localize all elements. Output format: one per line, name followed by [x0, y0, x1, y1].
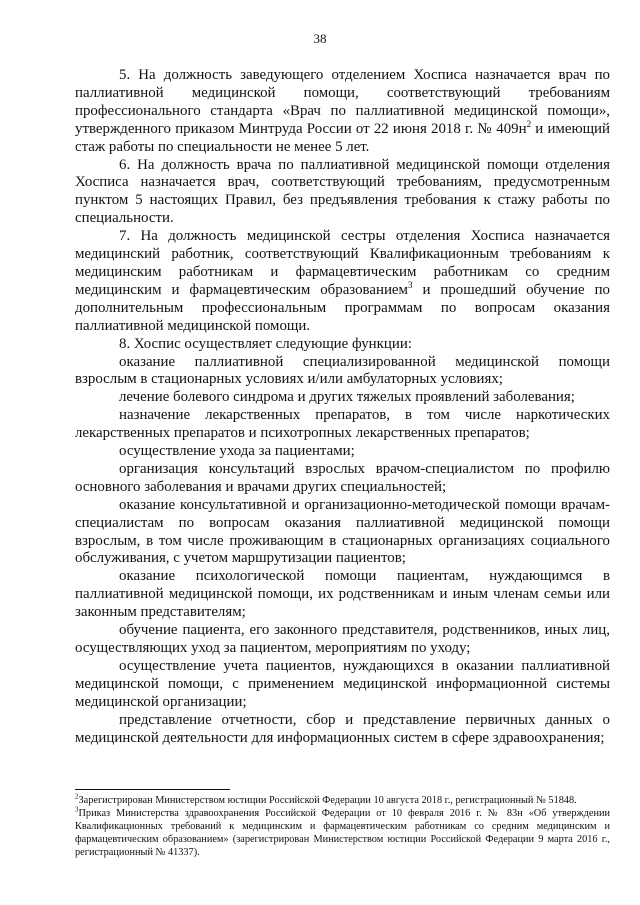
paragraph-item-5: 5. На должность заведующего отделением Хосписа назначается врач по паллиативной медицинской помощи, соответствующий требованиям профессионального стандарта «Врач по паллиативной медицинской помощи», утвержденного приказом Минтруда России от 22 июня 2018 г. № $409н^2$ и имеющий стаж работы по специальности не менее 5 лет. [75, 67, 610, 155]
function-item: оказание паллиативной специализированной медицинской помощи взрослым в стационарных условиях и/или амбулаторных условиях; [75, 353, 610, 388]
function-item: назначение лекарственных препаратов, в том числе наркотических лекарственных препаратов и психотропных лекарственных препаратов; [75, 407, 610, 442]
document-body [75, 67, 610, 747]
function-item: оказание психологической помощи пациентам, нуждающимся в паллиативной медицинской помощи, их родственникам и иным членам семьи или законным представителям; [75, 568, 610, 621]
footnote-ref-3: 3 [407, 279, 413, 290]
paragraph-item-8: 8. Хоспис осуществляет следующие функции: [119, 335, 412, 352]
function-item: представление отчетности, сбор и представление первичных данных о медицинской деятельности для информационных систем в сфере здравоохранения; [75, 711, 610, 746]
paragraph-item-6: 6. На должность врача по паллиативной медицинской помощи отделения Хосписа назначается врач, соответствующий требованиям, предусмотренным пунктом 5 настоящих Правил, без предъявления требования к стажу работы по специальности. [75, 156, 610, 227]
footnote-3: $^3$Приказ Министерства здравоохранения Российской Федерации от 10 февраля 2016 г. № 83н «Об утверждении Квалификационных требований к медицинским и фармацевтическим работникам со средним медицинским и фармацевтическим образованием» (зарегистрирован Министерством юстиции Российской Федерации 9 марта 2016 г., регистрационный № 41337). [75, 805, 610, 859]
function-item: оказание консультативной и организационно-методической помощи врачам-специалистам по вопросам оказания паллиативной медицинской помощи взрослым, в том числе проживающим в стационарных организациях социального обслуживания, с учетом маршрутизации пациентов; [75, 496, 610, 567]
function-item: обучение пациента, его законного представителя, родственников, иных лиц, осуществляющих уход за пациентом, мероприятиям по уходу; [75, 622, 610, 656]
paragraph-item-7: 7. На должность медицинской сестры отделения Хосписа назначается медицинский работник, соответствующий Квалификационным требованиям к медицинским работникам и фармацевтическим работникам со средним медицинским и фармацевтическим образованием$^3$ и прошедший обучение по дополнительным профессиональным программам по вопросам оказания паллиативной медицинской помощи. [75, 228, 610, 334]
function-item: лечение болевого синдрома и других тяжелых проявлений заболевания; [119, 389, 575, 406]
function-item: организация консультаций взрослых врачом-специалистом по профилю основного заболевания и врачами других специальностей; [75, 460, 610, 495]
footnote-divider [75, 789, 230, 790]
footnote-2: $^2$Зарегистрирован Министерством юстиции Российской Федерации 10 августа 2018 г., регистрационный № 51848. [75, 792, 577, 806]
function-item: осуществление ухода за пациентами; [119, 443, 355, 460]
function-item: осуществление учета пациентов, нуждающихся в оказании паллиативной медицинской помощи, с применением медицинской информационной системы медицинской организации; [75, 657, 610, 710]
page-number: 38 [313, 31, 327, 46]
footnotes [75, 794, 610, 859]
footnote-ref-2: 2 [526, 118, 532, 129]
